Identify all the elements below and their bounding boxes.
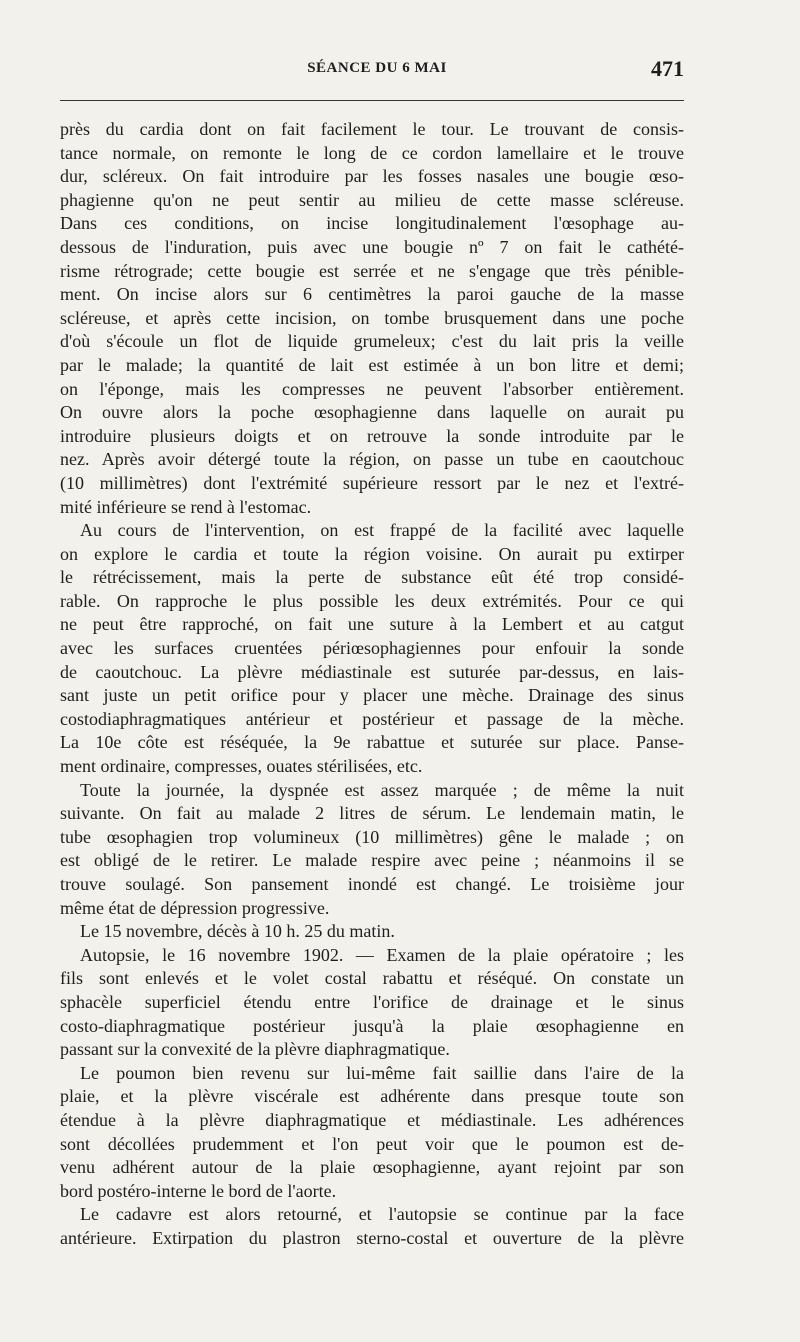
- text-line: ne peut être rapproché, on fait une suture à la Lembert et au catgut: [60, 614, 684, 635]
- text-line: dur, scléreux. On fait introduire par les fosses nasales une bougie œso-: [60, 166, 684, 187]
- text-line: par le malade; la quantité de lait est estimée à un bon litre et demi;: [60, 354, 684, 375]
- text-line: La 10e côte est réséquée, la 9e rabattue et suturée sur place. Panse-: [60, 732, 684, 753]
- text-line: bord postéro-interne le bord de l'aorte.: [60, 1180, 337, 1201]
- text-line: sphacèle superficiel étendu entre l'orifice de drainage et le sinus: [60, 991, 684, 1012]
- text-line: Autopsie, le 16 novembre 1902. — Examen de la plaie opératoire ; les: [80, 944, 684, 965]
- text-line: sant juste un petit orifice pour y placer une mèche. Drainage des sinus: [60, 685, 684, 706]
- text-line: fils sont enlevés et le volet costal rabattu et réséqué. On constate un: [60, 968, 684, 989]
- text-line: mité inférieure se rend à l'estomac.: [60, 496, 312, 517]
- text-line: Dans ces conditions, on incise longitudinalement l'œsophage au-: [60, 213, 684, 234]
- header-rule: [60, 100, 684, 101]
- text-line: antérieure. Extirpation du plastron sterno-costal et ouverture de la plèvre: [60, 1227, 684, 1248]
- text-line: nez. Après avoir détergé toute la région, on passe un tube en caoutchouc: [60, 449, 684, 470]
- text-line: costodiaphragmatiques antérieur et postérieur et passage de la mèche.: [60, 708, 684, 729]
- text-line: Le cadavre est alors retourné, et l'autopsie se continue par la face: [80, 1204, 684, 1225]
- text-line: scléreuse, et après cette incision, on tombe brusquement dans une poche: [60, 307, 684, 328]
- text-line: plaie, et la plèvre viscérale est adhérente dans presque toute son: [60, 1086, 684, 1107]
- text-line: tance normale, on remonte le long de ce cordon lamellaire et le trouve: [60, 142, 684, 163]
- text-line: ment. On incise alors sur 6 centimètres la paroi gauche de la masse: [60, 284, 684, 305]
- text-line: près du cardia dont on fait facilement le tour. Le trouvant de consis-: [60, 119, 684, 139]
- text-line: le rétrécissement, mais la perte de substance eût été trop considé-: [60, 567, 684, 588]
- text-line: On ouvre alors la poche œsophagienne dans laquelle on aurait pu: [60, 402, 684, 423]
- text-line: Le poumon bien revenu sur lui-même fait saillie dans l'aire de la: [80, 1062, 684, 1083]
- text-line: sont décollées prudemment et l'on peut voir que le poumon est de-: [60, 1133, 684, 1154]
- text-line: passant sur la convexité de la plèvre diaphragmatique.: [60, 1039, 450, 1060]
- text-line: Toute la journée, la dyspnée est assez marquée ; de même la nuit: [80, 779, 684, 800]
- text-line: (10 millimètres) dont l'extrémité supérieure ressort par le nez et l'extré-: [60, 472, 684, 493]
- text-line: rable. On rapproche le plus possible les deux extrémités. Pour ce qui: [60, 590, 684, 611]
- text-line: même état de dépression progressive.: [60, 897, 330, 918]
- text-line: étendue à la plèvre diaphragmatique et médiastinale. Les adhérences: [60, 1109, 684, 1130]
- text-line: venu adhérent autour de la plaie œsophagienne, ayant rejoint par son: [60, 1157, 684, 1178]
- text-line: suivante. On fait au malade 2 litres de sérum. Le lendemain matin, le: [60, 803, 684, 824]
- page-header: [60, 56, 684, 90]
- body-text: [60, 118, 684, 1251]
- page-number: 471: [651, 56, 684, 81]
- text-line: trouve soulagé. Son pansement inondé est changé. Le troisième jour: [60, 874, 684, 894]
- text-line: on explore le cardia et toute la région voisine. On aurait pu extirper: [60, 543, 684, 564]
- text-line: est obligé de le retirer. Le malade respire avec peine ; néanmoins il se: [60, 850, 684, 871]
- text-line: introduire plusieurs doigts et on retrouve la sonde introduite par le: [60, 425, 684, 446]
- text-line: ment ordinaire, compresses, ouates stérilisées, etc.: [60, 756, 423, 777]
- text-line: Le 15 novembre, décès à 10 h. 25 du matin.: [80, 921, 395, 942]
- text-line: avec les surfaces cruentées périœsophagiennes pour enfouir la sonde: [60, 638, 684, 659]
- text-line: risme rétrograde; cette bougie est serrée et ne s'engage que très pénible-: [60, 260, 684, 281]
- text-line: costo-diaphragmatique postérieur jusqu'à la plaie œsophagienne en: [60, 1015, 684, 1036]
- text-line: d'où s'écoule un flot de liquide grumeleux; c'est du lait pris la veille: [60, 331, 684, 352]
- text-line: on l'éponge, mais les compresses ne peuvent l'absorber entièrement.: [60, 378, 684, 399]
- text-line: de caoutchouc. La plèvre médiastinale est suturée par-dessus, en lais-: [60, 661, 684, 682]
- text-line: Au cours de l'intervention, on est frappé de la facilité avec laquelle: [80, 520, 684, 541]
- text-line: tube œsophagien trop volumineux (10 millimètres) gêne le malade ; on: [60, 826, 684, 847]
- text-line: dessous de l'induration, puis avec une bougie nº 7 on fait le cathété-: [60, 236, 684, 257]
- text-line: phagienne qu'on ne peut sentir au milieu de cette masse scléreuse.: [60, 189, 684, 210]
- running-title: SÉANCE DU 6 MAI: [307, 60, 447, 76]
